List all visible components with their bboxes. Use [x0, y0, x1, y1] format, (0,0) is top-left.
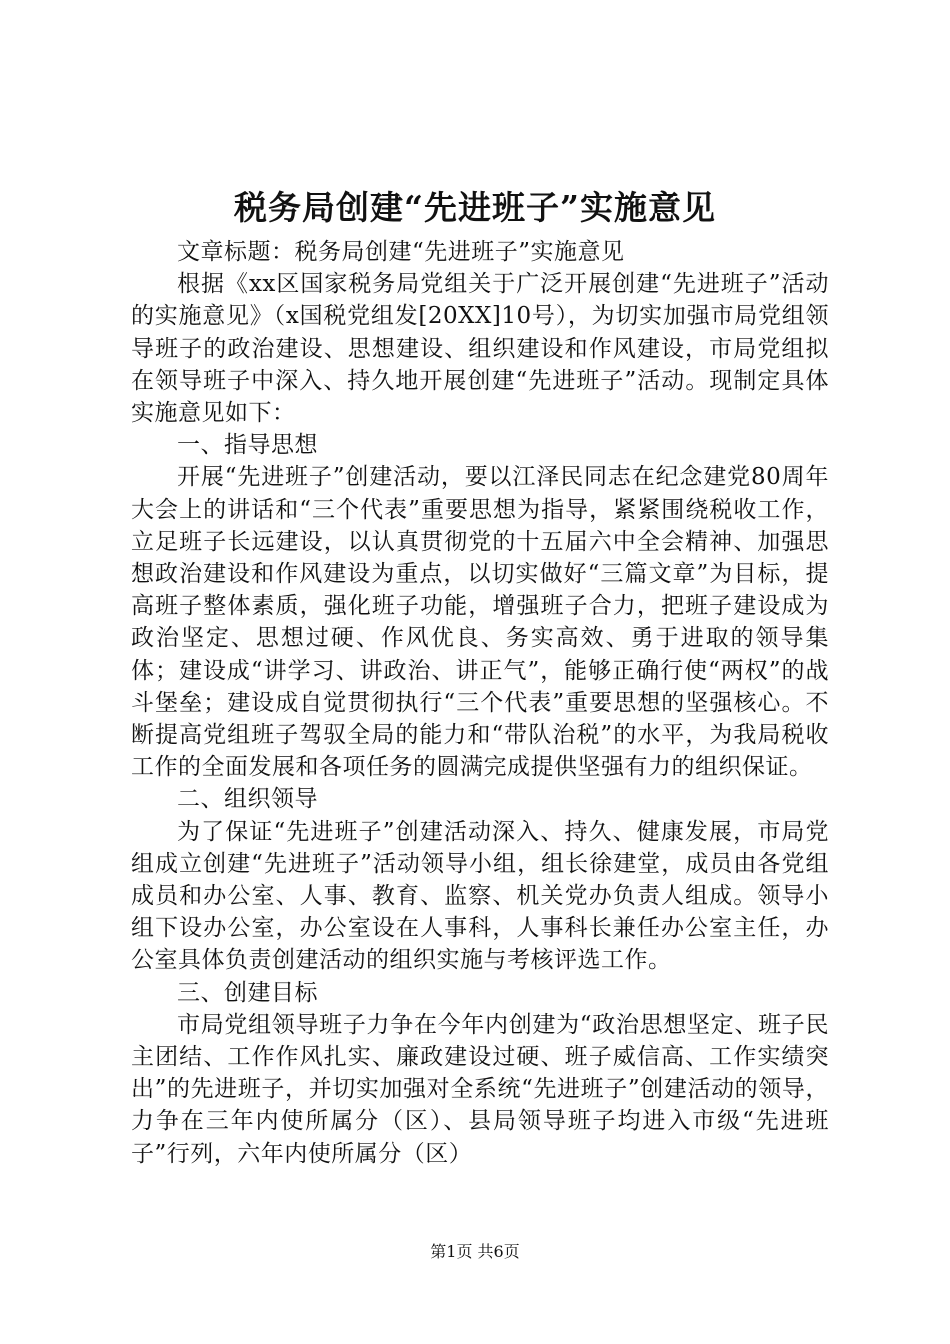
section-heading-guiding-ideology: 一、指导思想: [177, 432, 318, 459]
intro-paragraph: 根据《xx区国家税务局党组关于广泛开展创建“先进班子”活动的实施意见》（x国税党组发[20XX]10号），为切实加强市局党组领导班子的政治建设、思想建设、组织建设和作风建设，市局党组拟在领导班子中深入、持久地开展创建“先进班子”活动。现制定具体实施意见如下：: [131, 271, 829, 427]
document-title: 税务局创建“先进班子”实施意见: [234, 188, 716, 227]
article-title-line: 文章标题：税务局创建“先进班子”实施意见: [177, 239, 625, 265]
guiding-ideology-paragraph: 开展“先进班子”创建活动，要以江泽民同志在纪念建党80周年大会上的讲话和“三个代表”重要思想为指导，紧紧围绕税收工作，立足班子长远建设，以认真贯彻党的十五届六中全会精神、加强思想政治建设和作风建设为重点，以切实做好“三篇文章”为目标，提高班子整体素质，强化班子功能，增强班子合力，把班子建设成为政治坚定、思想过硬、作风优良、务实高效、勇于进取的领导集体；建设成“讲学习、讲政治、讲正气”，能够正确行使“两权”的战斗堡垒；建设成自觉贯彻执行“三个代表”重要思想的坚强核心。不断提高党组班子驾驭全局的能力和“带队治税”的水平，为我局税收工作的全面发展和各项任务的圆满完成提供坚强有力的组织保证。: [131, 464, 829, 781]
goals-paragraph: 市局党组领导班子力争在今年内创建为“政治思想坚定、班子民主团结、工作作风扎实、廉政建设过硬、班子威信高、工作实绩突出”的先进班子，并切实加强对全系统“先进班子”创建活动的领导，力争在三年内使所属分（区）、县局领导班子均进入市级“先进班子”行列，六年内使所属分（区）: [131, 1011, 829, 1167]
document-body: [131, 236, 829, 1170]
section-heading-organization: 二、组织领导: [177, 786, 318, 813]
section-heading-goals: 三、创建目标: [177, 979, 318, 1006]
organization-paragraph: 为了保证“先进班子”创建活动深入、持久、健康发展，市局党组成立创建“先进班子”活动领导小组，组长徐建堂，成员由各党组成员和办公室、人事、教育、监察、机关党办负责人组成。领导小组下设办公室，办公室设在人事科，人事科长兼任办公室主任，办公室具体负责创建活动的组织实施与考核评选工作。: [131, 818, 829, 974]
page-number-footer: 第1页 共6页: [430, 1242, 520, 1261]
